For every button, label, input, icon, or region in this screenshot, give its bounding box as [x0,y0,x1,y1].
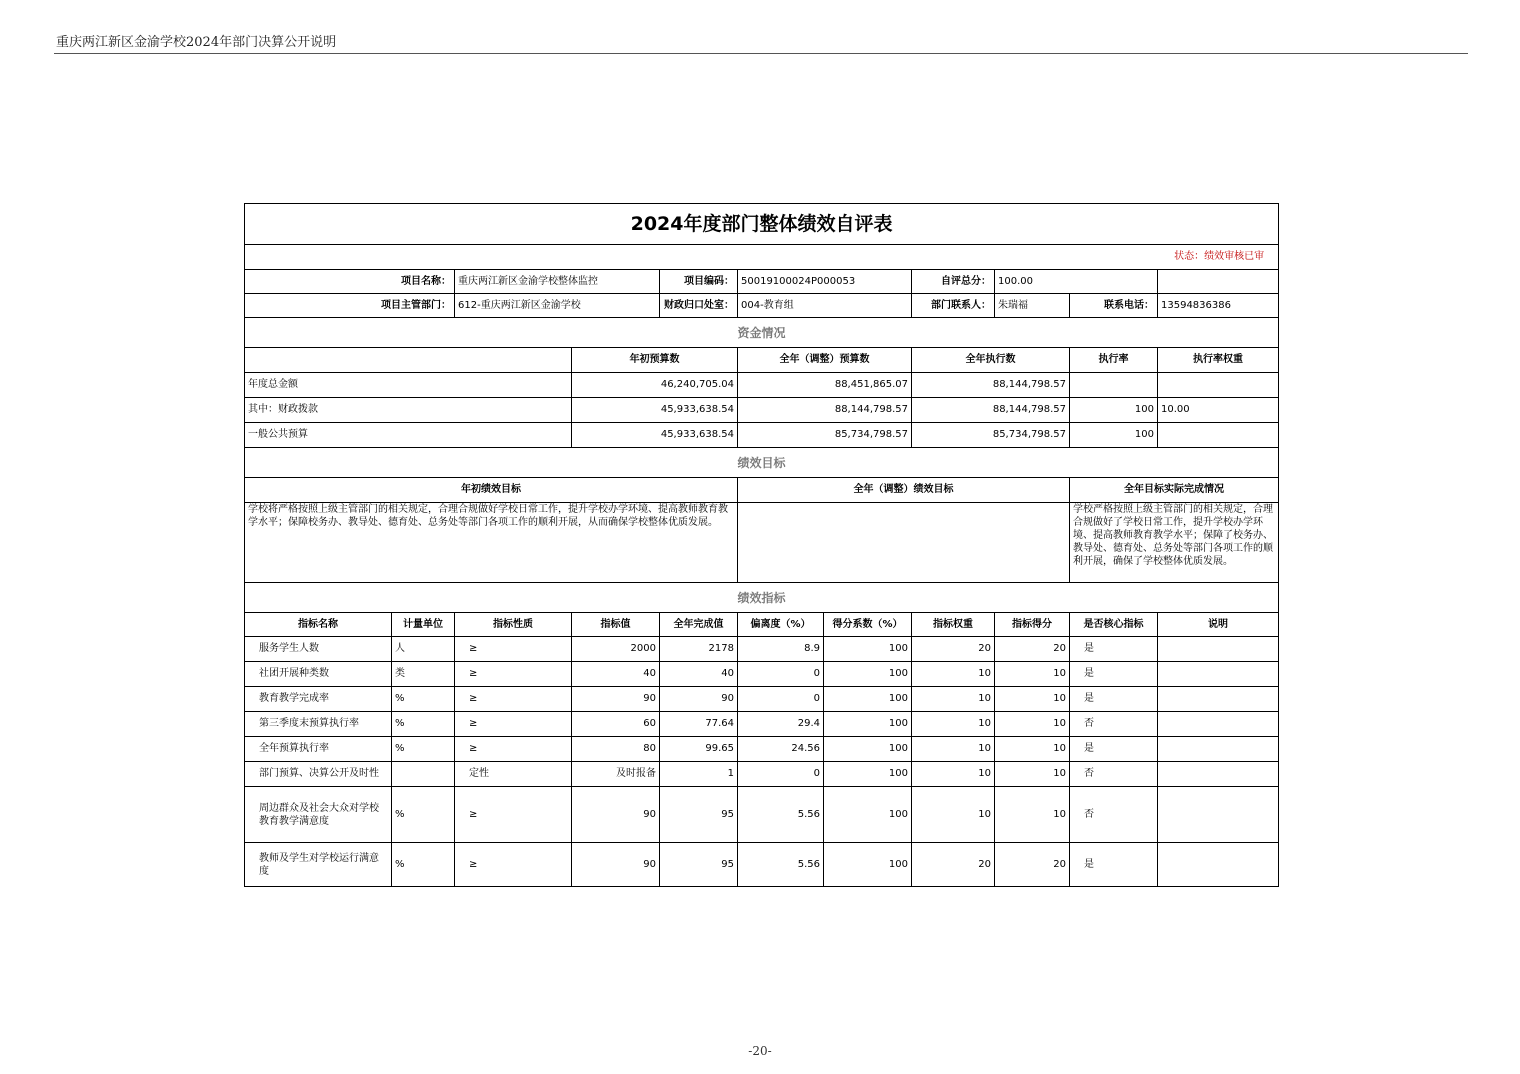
indicator-actual: 40 [660,662,738,687]
goals-adjusted-text [738,503,1070,583]
indicator-score: 20 [995,843,1070,887]
indicator-coef: 100 [824,787,912,843]
indicators-header-nature: 指标性质 [455,613,572,637]
funds-header-executed: 全年执行数 [912,348,1070,373]
funds-row-adjusted: 85,734,798.57 [738,423,912,448]
indicator-weight: 10 [912,737,995,762]
indicators-header-row [245,613,1279,637]
phone-label: 联系电话： [1070,294,1158,318]
indicator-actual: 95 [660,787,738,843]
indicator-unit: % [392,843,455,887]
goals-content-row [245,503,1279,583]
contact-value: 朱瑞福 [995,294,1070,318]
indicator-name: 全年预算执行率 [245,737,392,762]
goals-header-initial: 年初绩效目标 [245,478,738,503]
indicator-nature: ≥ [455,843,572,887]
funds-section-title: 资金情况 [245,318,1279,348]
info-row-1 [245,270,1279,294]
indicator-weight: 20 [912,843,995,887]
indicator-core: 是 [1070,843,1158,887]
indicator-row [245,712,1279,737]
page-number: -20- [748,1044,772,1058]
indicator-unit: % [392,712,455,737]
indicators-header-coef: 得分系数（%） [824,613,912,637]
indicator-actual: 2178 [660,637,738,662]
indicator-target: 90 [572,687,660,712]
dept-value: 612-重庆两江新区金渝学校 [455,294,660,318]
indicator-row [245,637,1279,662]
indicators-header-weight: 指标权重 [912,613,995,637]
indicator-nature: ≥ [455,662,572,687]
indicator-deviation: 0 [738,662,824,687]
indicator-note [1158,712,1279,737]
indicator-coef: 100 [824,637,912,662]
contact-label: 部门联系人： [912,294,995,318]
goals-section-title: 绩效目标 [245,448,1279,478]
indicator-target: 及时报备 [572,762,660,787]
indicator-coef: 100 [824,662,912,687]
funds-row-rate: 100 [1070,423,1158,448]
header-rule [54,53,1468,54]
score-label: 自评总分： [912,270,995,294]
indicator-unit: 人 [392,637,455,662]
indicator-core: 否 [1070,712,1158,737]
indicator-weight: 10 [912,687,995,712]
funds-row-name: 其中：财政拨款 [245,398,572,423]
funds-row-adjusted: 88,451,865.07 [738,373,912,398]
score-value: 100.00 [995,270,1158,294]
indicator-note [1158,843,1279,887]
indicator-unit: % [392,687,455,712]
indicators-section-title: 绩效指标 [245,583,1279,613]
indicator-score: 10 [995,762,1070,787]
goals-initial-text: 学校将严格按照上级主管部门的相关规定，合理合规做好学校日常工作，提升学校办学环境、提高教师教育教学水平；保障校务办、教导处、德育处、总务处等部门各项工作的顺利开展，从而确保学校整体优质发展。 [245,503,738,583]
indicator-actual: 90 [660,687,738,712]
indicators-header-deviation: 偏离度（%） [738,613,824,637]
goals-header-adjusted: 全年（调整）绩效目标 [738,478,1070,503]
indicator-score: 10 [995,662,1070,687]
funds-header-weight: 执行率权重 [1158,348,1279,373]
dept-label: 项目主管部门： [245,294,455,318]
performance-evaluation-table [244,203,1279,887]
indicators-header-target: 指标值 [572,613,660,637]
funds-row-weight: 10.00 [1158,398,1279,423]
info-empty-cell [1158,270,1279,294]
indicator-name: 社团开展种类数 [245,662,392,687]
indicator-unit: % [392,787,455,843]
indicator-name: 教师及学生对学校运行满意度 [245,843,392,887]
indicator-actual: 77.64 [660,712,738,737]
indicator-deviation: 8.9 [738,637,824,662]
indicator-unit: 类 [392,662,455,687]
indicator-target: 80 [572,737,660,762]
indicator-nature: ≥ [455,712,572,737]
indicator-deviation: 0 [738,687,824,712]
project-code-value: 50019100024P000053 [738,270,912,294]
indicator-nature: 定性 [455,762,572,787]
project-code-label: 项目编码： [660,270,738,294]
info-row-2 [245,294,1279,318]
indicator-note [1158,762,1279,787]
indicator-coef: 100 [824,843,912,887]
indicator-coef: 100 [824,762,912,787]
indicator-target: 90 [572,843,660,887]
indicator-target: 60 [572,712,660,737]
finance-value: 004-教育组 [738,294,912,318]
page-header: 重庆两江新区金渝学校2024年部门决算公开说明 [56,35,337,50]
indicator-unit: % [392,737,455,762]
indicator-weight: 10 [912,762,995,787]
funds-header-row [245,348,1279,373]
project-name-value: 重庆两江新区金渝学校整体监控 [455,270,660,294]
funds-header-rate: 执行率 [1070,348,1158,373]
indicator-weight: 10 [912,712,995,737]
indicator-weight: 10 [912,662,995,687]
indicator-row [245,843,1279,887]
goals-header-actual: 全年目标实际完成情况 [1070,478,1279,503]
indicator-note [1158,637,1279,662]
funds-row-weight [1158,423,1279,448]
indicator-target: 40 [572,662,660,687]
indicator-coef: 100 [824,687,912,712]
funds-row-adjusted: 88,144,798.57 [738,398,912,423]
indicator-core: 是 [1070,662,1158,687]
indicator-score: 10 [995,687,1070,712]
funds-row [245,423,1279,448]
indicator-score: 10 [995,787,1070,843]
indicator-deviation: 0 [738,762,824,787]
indicator-coef: 100 [824,737,912,762]
funds-row [245,398,1279,423]
indicator-row [245,762,1279,787]
indicators-header-core: 是否核心指标 [1070,613,1158,637]
indicator-score: 10 [995,712,1070,737]
indicators-header-unit: 计量单位 [392,613,455,637]
funds-row-weight [1158,373,1279,398]
indicator-actual: 95 [660,843,738,887]
funds-row-initial: 45,933,638.54 [572,423,738,448]
indicator-target: 2000 [572,637,660,662]
funds-row-rate [1070,373,1158,398]
indicator-target: 90 [572,787,660,843]
funds-row-rate: 100 [1070,398,1158,423]
indicator-deviation: 5.56 [738,787,824,843]
indicator-note [1158,662,1279,687]
status-text: 状态：绩效审核已审 [245,245,1279,270]
funds-row-name: 一般公共预算 [245,423,572,448]
indicator-core: 否 [1070,762,1158,787]
funds-row-initial: 45,933,638.54 [572,398,738,423]
funds-row-name: 年度总金额 [245,373,572,398]
indicator-coef: 100 [824,712,912,737]
indicator-row [245,662,1279,687]
indicator-name: 第三季度末预算执行率 [245,712,392,737]
indicator-deviation: 29.4 [738,712,824,737]
indicator-deviation: 5.56 [738,843,824,887]
indicator-weight: 10 [912,787,995,843]
funds-header-empty [245,348,572,373]
indicator-name: 教育教学完成率 [245,687,392,712]
goals-header-row [245,478,1279,503]
indicator-weight: 20 [912,637,995,662]
indicator-nature: ≥ [455,637,572,662]
indicator-name: 周边群众及社会大众对学校教育教学满意度 [245,787,392,843]
indicator-nature: ≥ [455,737,572,762]
indicator-unit [392,762,455,787]
indicator-core: 否 [1070,787,1158,843]
funds-row-initial: 46,240,705.04 [572,373,738,398]
indicators-header-score: 指标得分 [995,613,1070,637]
funds-row-executed: 88,144,798.57 [912,398,1070,423]
indicator-note [1158,737,1279,762]
indicator-core: 是 [1070,637,1158,662]
indicators-header-note: 说明 [1158,613,1279,637]
indicator-row [245,787,1279,843]
phone-value: 13594836386 [1158,294,1279,318]
indicator-core: 是 [1070,737,1158,762]
indicator-core: 是 [1070,687,1158,712]
goals-actual-text: 学校严格按照上级主管部门的相关规定，合理合规做好了学校日常工作，提升学校办学环境、提高教师教育教学水平；保障了校务办、教导处、德育处、总务处等部门各项工作的顺利开展，确保了学校整体优质发展。 [1070,503,1279,583]
indicator-nature: ≥ [455,787,572,843]
indicator-deviation: 24.56 [738,737,824,762]
funds-header-adjusted: 全年（调整）预算数 [738,348,912,373]
indicator-actual: 1 [660,762,738,787]
indicator-nature: ≥ [455,687,572,712]
indicator-row [245,687,1279,712]
indicators-header-actual: 全年完成值 [660,613,738,637]
funds-row-executed: 85,734,798.57 [912,423,1070,448]
indicator-note [1158,787,1279,843]
funds-row [245,373,1279,398]
indicators-header-name: 指标名称 [245,613,392,637]
funds-row-executed: 88,144,798.57 [912,373,1070,398]
indicator-note [1158,687,1279,712]
table-title: 2024年度部门整体绩效自评表 [245,204,1279,245]
project-name-label: 项目名称： [245,270,455,294]
finance-label: 财政归口处室： [660,294,738,318]
indicator-name: 部门预算、决算公开及时性 [245,762,392,787]
indicator-score: 10 [995,737,1070,762]
indicator-name: 服务学生人数 [245,637,392,662]
indicator-actual: 99.65 [660,737,738,762]
funds-header-initial: 年初预算数 [572,348,738,373]
indicator-score: 20 [995,637,1070,662]
indicator-row [245,737,1279,762]
